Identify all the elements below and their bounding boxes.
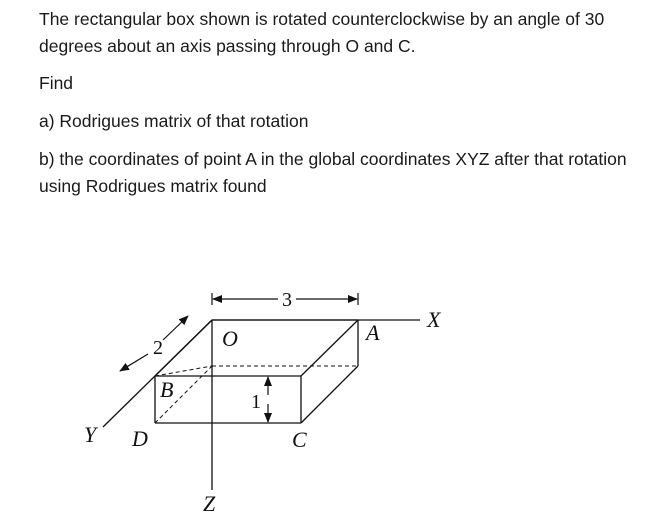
edge-c-back: [301, 366, 358, 423]
edge-a-front-top: [301, 320, 358, 376]
dim-2-arrow-up: [163, 316, 188, 340]
point-label-b: B: [160, 377, 174, 402]
point-label-c: C: [292, 427, 307, 452]
dim-width-label: 2: [153, 337, 163, 359]
point-label-d: D: [132, 426, 148, 451]
find-label: Find: [39, 73, 74, 93]
point-label-a: A: [366, 320, 380, 345]
problem-statement: The rectangular box shown is rotated counterclockwise by an angle of 30 degrees about an axis passing through O and C.: [39, 9, 605, 56]
axis-label-z: Z: [203, 491, 216, 516]
dim-2-arrow-down: [120, 354, 148, 371]
part-a: a) Rodrigues matrix of that rotation: [39, 111, 309, 131]
point-label-o: O: [222, 326, 238, 351]
part-b: b) the coordinates of point A in the global coordinates XYZ after that rotation using Rodrigues matrix found: [39, 149, 627, 196]
axis-label-x: X: [427, 307, 441, 332]
dim-height-label: 1: [251, 391, 261, 413]
axis-label-y: Y: [84, 422, 97, 447]
dim-length-label: 3: [282, 289, 292, 311]
